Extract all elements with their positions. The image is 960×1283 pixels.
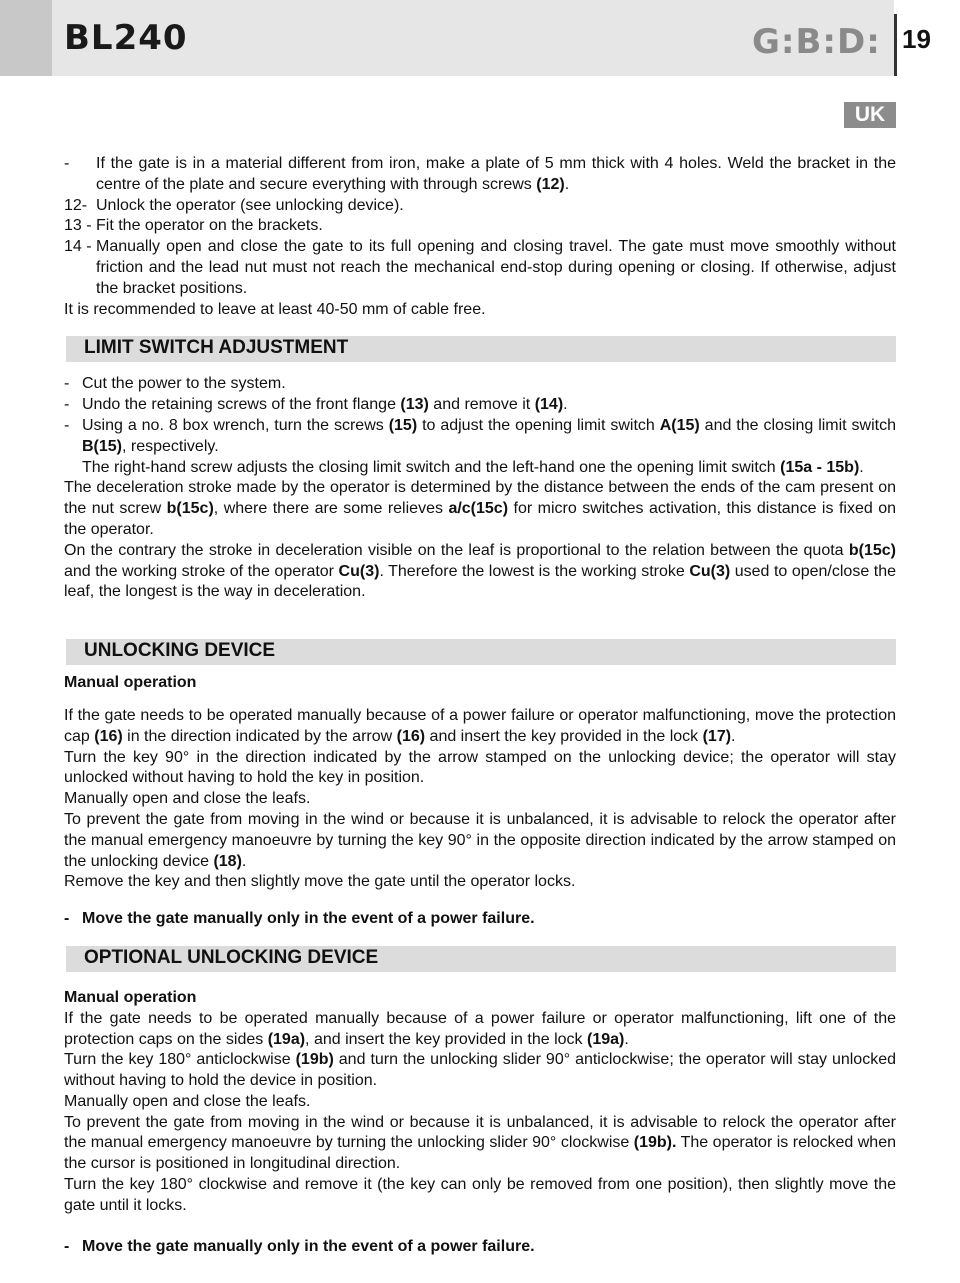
list-item: - Cut the power to the system. <box>64 375 286 393</box>
warning-note: - Move the gate manually only in the event of a power failure. <box>64 910 535 928</box>
section-header-limit-switch: LIMIT SWITCH ADJUSTMENT <box>66 336 896 362</box>
section-header-optional-unlocking: OPTIONAL UNLOCKING DEVICE <box>66 946 896 972</box>
subheading: Manual operation <box>64 674 197 692</box>
list-item: 12- Unlock the operator (see unlocking device). <box>64 196 404 214</box>
paragraph: If the gate needs to be operated manually because of a power failure or operator malfunctioning, move the protection cap (16) in the direction indicated by the arrow (16) and insert the key provided in the lock (17). <box>64 706 896 745</box>
warning-note: - Move the gate manually only in the event of a power failure. <box>64 1237 535 1255</box>
language-badge: UK <box>844 102 896 128</box>
list-item: - Undo the retaining screws of the front flange (13) and remove it (14). <box>64 396 568 414</box>
list-item: - If the gate is in a material different from iron, make a plate of 5 mm thick with 4 holes. Weld the bracket in the centre of the plate and secure everything with through screws (12). <box>64 155 896 193</box>
manual-content <box>64 154 896 1257</box>
page-divider <box>894 14 897 76</box>
subheading: Manual operation <box>64 988 197 1006</box>
limit-switch-note: The right-hand screw adjusts the closing limit switch and the left-hand one the opening limit switch (15a - 15b). <box>82 458 864 476</box>
page-header <box>0 0 960 76</box>
list-item: 13 - Fit the operator on the brackets. <box>64 217 323 235</box>
paragraph: Turn the key 90° in the direction indicated by the arrow stamped on the unlocking device; the operator will stay unlocked without having to hold the key in position. <box>64 748 896 787</box>
paragraph: Turn the key 180° anticlockwise (19b) and turn the unlocking slider 90° anticlockwise; the operator will stay unlocked without having to hold the device in position. <box>64 1051 897 1090</box>
paragraph: Turn the key 180° clockwise and remove it (the key can only be removed from one position), then slightly move the gate until it locks. <box>64 1176 896 1214</box>
paragraph: Manually open and close the leafs. <box>64 790 311 808</box>
paragraph: To prevent the gate from moving in the wind or because it is unbalanced, it is advisable to relock the operator after the manual emergency manoeuvre by turning the key 90° in the opposite direction indicated by the arrow stamped on the unlocking device (18). <box>64 810 896 870</box>
list-item: 14 - Manually open and close the gate to its full opening and closing travel. The gate must move smoothly without friction and the lead nut must not reach the mechanical end-stop during opening or closing. If otherwise, adjust the bracket positions. <box>64 238 896 297</box>
model-title: BL240 <box>64 18 188 58</box>
section-header-unlocking-device: UNLOCKING DEVICE <box>66 639 896 665</box>
paragraph: The deceleration stroke made by the operator is determined by the distance between the ends of the cam present on the nut screw b(15c), where there are some relieves a/c(15c) for micro switches activation, this distance is fixed on the operator. <box>64 479 897 538</box>
paragraph: On the contrary the stroke in deceleration visible on the leaf is proportional to the relation between the quota b(15c) and the working stroke of the operator Cu(3). Therefore the lowest is the working stroke Cu(3) used to open/close the leaf, the longest is the way in deceleration. <box>64 541 897 601</box>
paragraph: Manually open and close the leafs. <box>64 1092 311 1110</box>
paragraph: If the gate needs to be operated manually because of a power failure or operator malfunctioning, lift one of the protection caps on the sides (19a), and insert the key provided in the lock (19a). <box>64 1009 896 1048</box>
paragraph: Remove the key and then slightly move the gate until the operator locks. <box>64 873 576 891</box>
header-accent <box>0 0 52 76</box>
paragraph: To prevent the gate from moving in the wind or because it is unbalanced, it is advisable to relock the operator after the manual emergency manoeuvre by turning the unlocking slider 90° clockwise (19b). The operator is relocked when the cursor is positioned in longitudinal direction. <box>64 1113 896 1173</box>
list-item: - Using a no. 8 box wrench, turn the screws (15) to adjust the opening limit switch A(15) and the closing limit switch B(15), respectively. <box>64 416 897 455</box>
brand-logo: G:B:D: <box>752 22 881 62</box>
cable-note: It is recommended to leave at least 40-50 mm of cable free. <box>64 300 486 318</box>
page-number: 19 <box>902 24 931 54</box>
